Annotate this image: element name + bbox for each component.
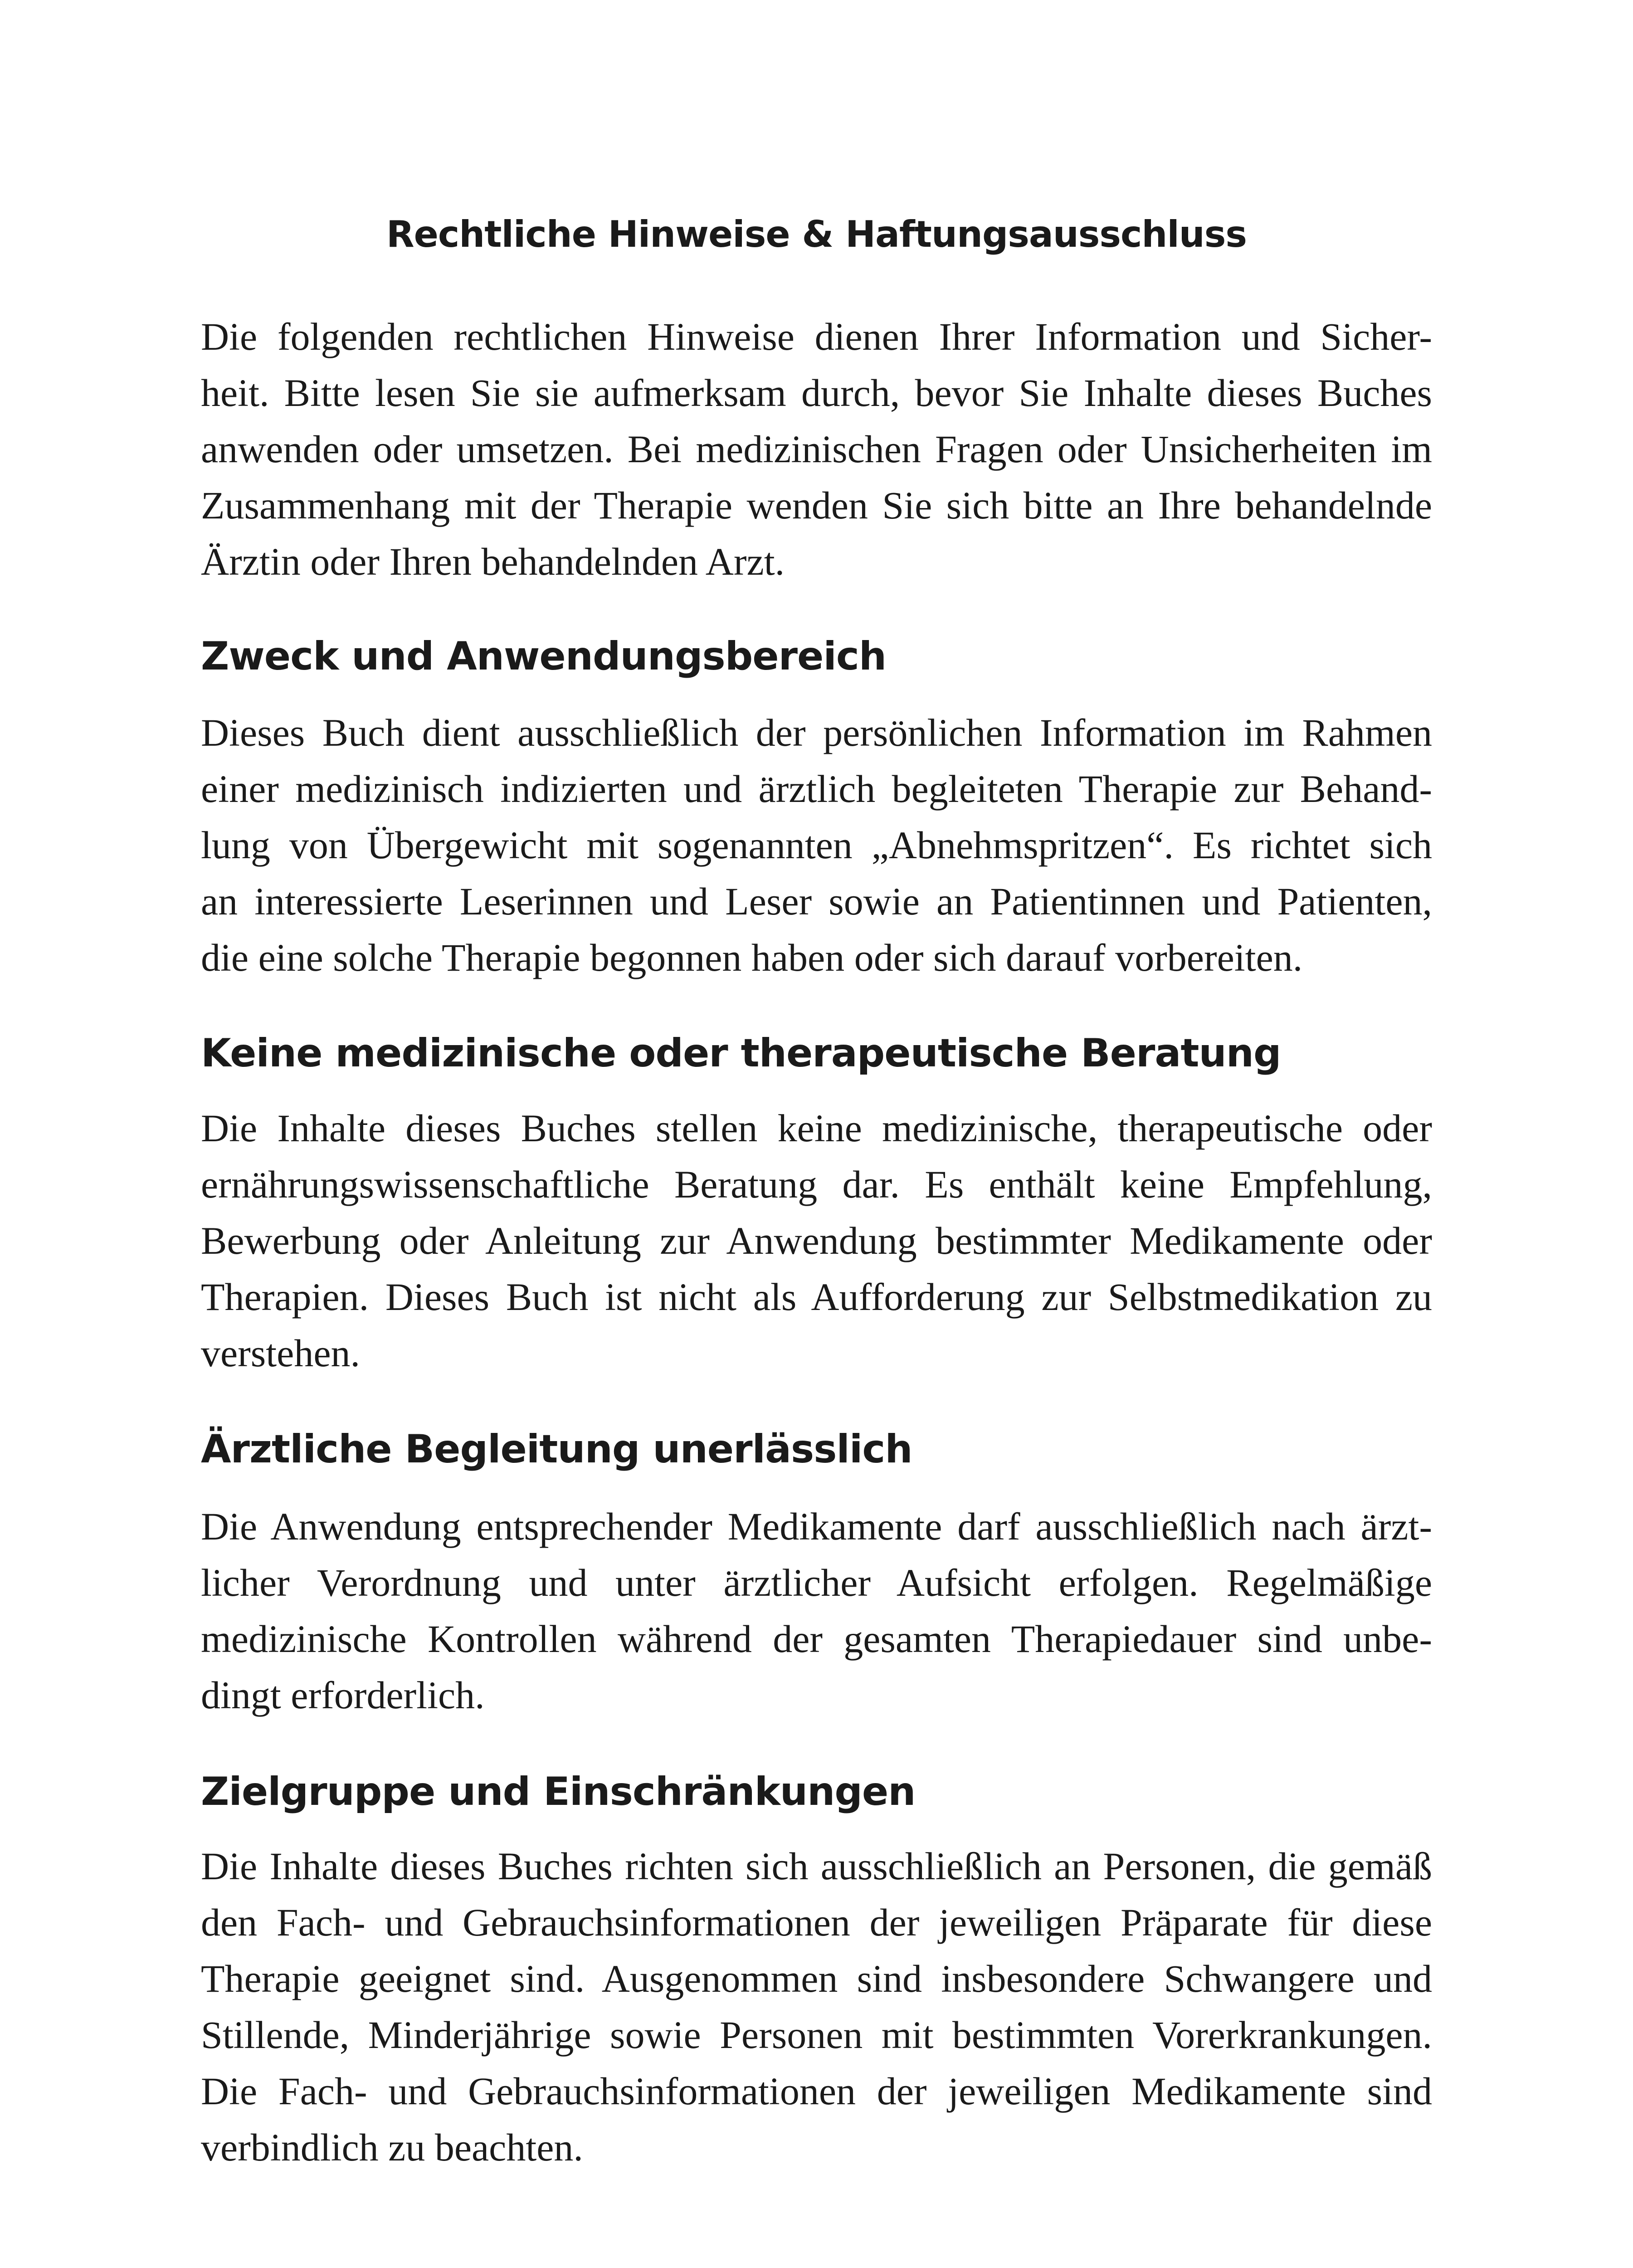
paragraph-line: Bewerbung oder Anleitung zur Anwendung bestimmter Medikamente oder — [201, 1219, 1432, 1262]
section-paragraph-no-advice — [201, 1100, 1432, 1381]
page-title: Rechtliche Hinweise & Haftungsausschluss — [386, 213, 1247, 255]
section-heading-target-group: Zielgruppe und Einschränkungen — [201, 1769, 916, 1814]
paragraph-line: Die Inhalte dieses Buches stellen keine medizinische, therapeutische oder — [201, 1106, 1432, 1150]
paragraph-line: ernährungswissenschaftliche Beratung dar. Es enthält keine Empfehlung, — [201, 1163, 1432, 1206]
paragraph-line: licher Verordnung und unter ärztlicher Aufsicht erfolgen. Regelmäßige — [201, 1561, 1432, 1604]
paragraph-line: Die Inhalte dieses Buches richten sich ausschließlich an Personen, die gemäß — [201, 1844, 1432, 1888]
paragraph-line: Therapien. Dieses Buch ist nicht als Aufforderung zur Selbstmedikation zu — [201, 1275, 1432, 1319]
paragraph-line: verstehen. — [201, 1331, 361, 1375]
paragraph-line: Die folgenden rechtlichen Hinweise dienen Ihrer Information und Sicher- — [201, 315, 1432, 358]
section-heading-medical-supervision: Ärztliche Begleitung unerlässlich — [201, 1427, 912, 1472]
paragraph-line: Stillende, Minderjährige sowie Personen mit bestimmten Vorerkrankungen. — [201, 2013, 1432, 2057]
section-heading-purpose: Zweck und Anwendungsbereich — [201, 634, 887, 679]
paragraph-line: Die Anwendung entsprechender Medikamente darf ausschließlich nach ärzt- — [201, 1505, 1432, 1548]
paragraph-line: dingt erforderlich. — [201, 1673, 485, 1717]
section-heading-no-advice: Keine medizinische oder therapeutische Beratung — [201, 1031, 1281, 1076]
paragraph-line: den Fach- und Gebrauchsinformationen der jeweiligen Präparate für diese — [201, 1901, 1432, 1944]
section-paragraph-medical-supervision — [201, 1498, 1432, 1723]
paragraph-line: Therapie geeignet sind. Ausgenommen sind insbesondere Schwangere und — [201, 1957, 1432, 2000]
paragraph-line: einer medizinisch indizierten und ärztlich begleiteten Therapie zur Behand- — [201, 767, 1432, 811]
section-paragraph-target-group — [201, 1838, 1432, 2175]
paragraph-line: medizinische Kontrollen während der gesamten Therapiedauer sind unbe- — [201, 1617, 1432, 1661]
paragraph-line: anwenden oder umsetzen. Bei medizinischen Fragen oder Unsicherheiten im — [201, 427, 1432, 471]
paragraph-line: Ärztin oder Ihren behandelnden Arzt. — [201, 540, 785, 583]
paragraph-line: lung von Übergewicht mit sogenannten „Abnehmspritzen“. Es richtet sich — [201, 823, 1432, 867]
paragraph-line: heit. Bitte lesen Sie sie aufmerksam durch, bevor Sie Inhalte dieses Buches — [201, 371, 1432, 415]
paragraph-line: an interessierte Leserinnen und Leser sowie an Patientinnen und Patienten, — [201, 880, 1432, 923]
intro-paragraph — [201, 308, 1432, 590]
paragraph-line: die eine solche Therapie begonnen haben oder sich darauf vorbereiten. — [201, 936, 1303, 979]
paragraph-line: verbindlich zu beachten. — [201, 2126, 583, 2169]
paragraph-line: Die Fach- und Gebrauchsinformationen der jeweiligen Medikamente sind — [201, 2069, 1432, 2113]
paragraph-line: Dieses Buch dient ausschließlich der persönlichen Information im Rahmen — [201, 711, 1432, 754]
paragraph-line: Zusammenhang mit der Therapie wenden Sie sich bitte an Ihre behandelnde — [201, 484, 1432, 527]
section-paragraph-purpose — [201, 704, 1432, 986]
